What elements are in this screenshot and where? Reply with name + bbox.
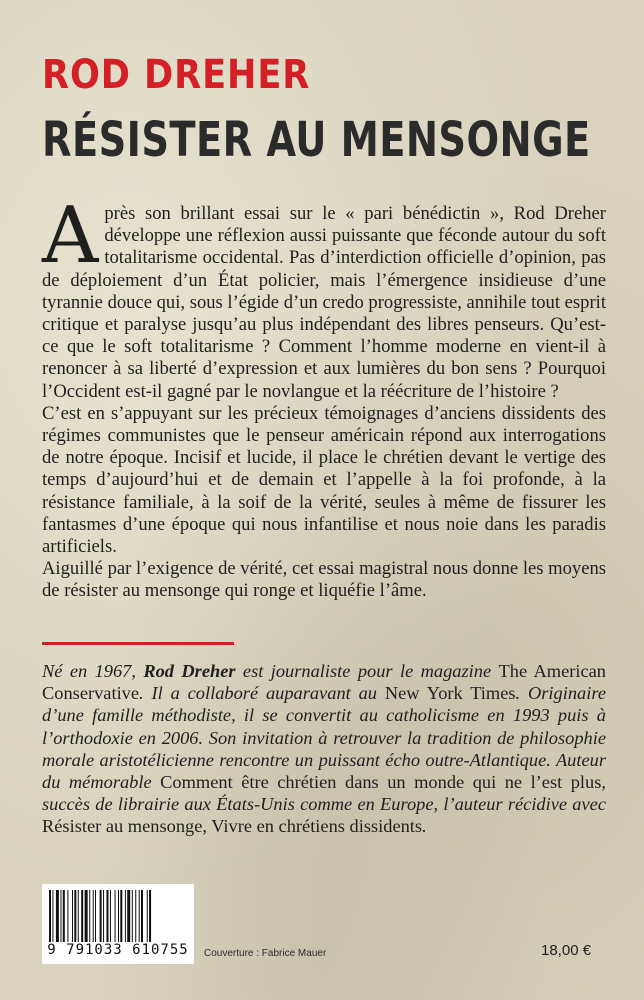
bio-text-4: . Originaire d’une famille méthodiste, il se convertit au catholicisme en 1993 puis à l’orthodoxie en 2006. Son invitation à retrouver la tradition de philosophie morale aristotélicienne rencontre un puissant écho outre-Atlantique. Auteur du mémorable — [42, 683, 606, 793]
bio-text-1: Né en 1967, — [42, 661, 144, 681]
bio-text-3: . Il a collaboré auparavant au — [139, 683, 385, 704]
barcode-bar — [56, 890, 59, 942]
bio-text-6: . — [422, 816, 427, 837]
author-bio — [42, 660, 606, 838]
barcode-bar — [89, 890, 90, 942]
barcode-bar — [107, 890, 109, 942]
bio-magazine: The American Conservative — [42, 661, 607, 704]
barcode-bar — [110, 890, 111, 942]
barcode-bar — [61, 890, 62, 942]
bio-book-1: Comment être chrétien dans un monde qui ne l’est plus — [160, 772, 602, 793]
book-title: RÉSISTER AU MENSONGE — [42, 112, 591, 168]
barcode-bar — [141, 890, 143, 942]
barcode-bar — [63, 890, 65, 942]
barcode-bar — [147, 890, 148, 942]
barcode-bar — [132, 890, 133, 942]
bio-text-2: est journaliste pour le magazine — [235, 661, 499, 681]
barcode-bar — [85, 890, 88, 942]
blurb-paragraph-2: C’est en s’appuyant sur les précieux témoignages d’anciens dissidents des régimes communistes que le penseur américain répond aux interrogations de notre époque. Incisif et lucide, il place le chrétien devant le vertige des temps d’aujourd’hui et de demain et l’appelle à la foi profonde, à la résistance familiale, à la soif de la vérité, seules à même de fissurer les fantasmes d’une époque qui nous infantilise et nous noie dans les paradis artificiels. — [42, 402, 606, 558]
bio-author-name: Rod Dreher — [143, 661, 236, 681]
author-name: ROD DREHER — [42, 52, 311, 98]
price: 18,00 € — [541, 942, 592, 959]
red-divider — [42, 642, 234, 645]
barcode-bar — [72, 890, 73, 942]
barcode-bar — [115, 890, 116, 942]
barcode-bar — [78, 890, 79, 942]
blurb-text — [42, 191, 606, 603]
barcode-bar — [125, 890, 126, 942]
bio-newspaper: New York Times — [384, 683, 516, 704]
bio-text-5: , succès de librairie aux États-Unis comme en Europe, l’auteur récidive avec — [42, 772, 607, 815]
blurb-paragraph-1 — [42, 191, 606, 403]
barcode-bar — [135, 890, 136, 942]
cover-credit: Couverture : Fabrice Mauer — [204, 948, 327, 959]
barcode-bar — [95, 890, 96, 942]
barcode-bar — [49, 890, 51, 942]
barcode — [42, 884, 194, 964]
barcode-bar — [81, 890, 83, 942]
barcode-icon — [49, 890, 185, 942]
barcode-bar — [52, 890, 53, 942]
blurb-paragraph-3: Aiguillé par l’exigence de vérité, cet essai magistral nous donne les moyens de résister au mensonge qui ronge et liquéfie l’âme. — [42, 558, 606, 602]
barcode-bar — [67, 890, 68, 942]
barcode-bar — [100, 890, 102, 942]
barcode-bar — [120, 890, 122, 942]
barcode-bar — [149, 890, 151, 942]
barcode-digits: 9 791033 610755 — [47, 942, 189, 958]
barcode-bar — [103, 890, 104, 942]
barcode-bar — [118, 890, 119, 942]
barcode-bar — [127, 890, 130, 942]
barcode-bar — [139, 890, 140, 942]
barcode-bar — [93, 890, 94, 942]
bio-book-2: Résister au mensonge, Vivre en chrétiens dissidents — [42, 816, 423, 837]
blurb-paragraph-1-text: près son brillant essai sur le « pari bénédictin », Rod Dreher développe une réflexion aussi puissante que féconde autour du soft totalitarisme occidental. Pas d’interdiction officielle d’opinion, pas de déploiement d’un État policier, mais l’émergence insidieuse d’une tyrannie douce qui, sous l’égide d’un credo progressiste, annihile tout esprit critique et paralyse jusqu’au plus indépendant des libres penseurs. Qu’est-ce que le soft totalitarisme ? Comment l’homme moderne en vient-il à renoncer à sa liberté d’expression et aux lumières du bon sens ? Pourquoi l’Occident est-il gagné par le novlangue et la réécriture de l’histoire ? — [42, 203, 606, 402]
barcode-bar — [74, 890, 76, 942]
drop-cap: A — [42, 191, 99, 281]
